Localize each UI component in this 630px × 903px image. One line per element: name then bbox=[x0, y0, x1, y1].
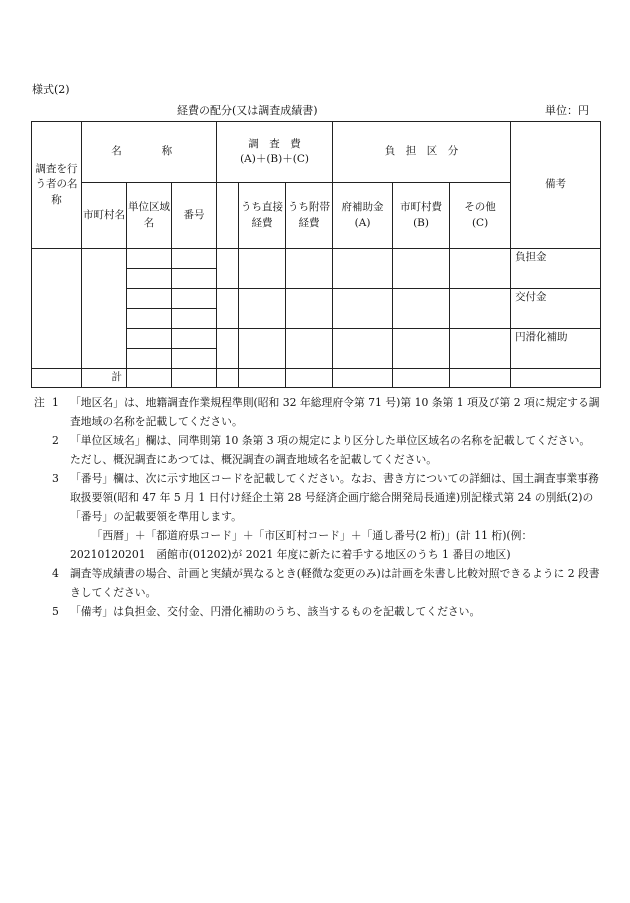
cell-pref bbox=[333, 369, 393, 388]
header-other-line2: (C) bbox=[471, 216, 489, 229]
cell-number bbox=[172, 289, 217, 309]
note-number: 4 bbox=[52, 567, 59, 580]
header-cost-group bbox=[217, 122, 333, 183]
note-2 bbox=[34, 431, 600, 469]
cell-direct bbox=[239, 249, 286, 289]
cell-number bbox=[172, 249, 217, 269]
cell-unit-area bbox=[127, 249, 172, 269]
header-pref-subsidy-line1: 府補助金 bbox=[341, 201, 384, 214]
cell-other bbox=[450, 369, 511, 388]
cell-unit-area bbox=[127, 309, 172, 329]
header-cost-line2: (A)＋(B)＋(C) bbox=[240, 153, 309, 165]
cell-unit-area bbox=[127, 329, 172, 349]
cell-pref bbox=[333, 249, 393, 289]
cell-spacer bbox=[217, 329, 239, 369]
note-text-group bbox=[70, 469, 600, 564]
cell-direct bbox=[239, 289, 286, 329]
header-number: 番号 bbox=[172, 183, 217, 249]
table-row bbox=[32, 249, 601, 269]
cell-unit-area bbox=[127, 369, 172, 388]
note-1 bbox=[34, 393, 600, 431]
cell-unit-area bbox=[127, 269, 172, 289]
header-ancillary-cost: うち附帯経費 bbox=[286, 183, 333, 249]
note-4 bbox=[34, 564, 600, 602]
cell-remark-facilitation: 円滑化補助 bbox=[511, 329, 601, 369]
cell-remark-burden: 負担金 bbox=[511, 249, 601, 289]
note-number: 1 bbox=[52, 396, 59, 409]
header-spacer bbox=[217, 183, 239, 249]
cell-other bbox=[450, 289, 511, 329]
cell-pref bbox=[333, 289, 393, 329]
header-municipality: 市町村名 bbox=[82, 183, 127, 249]
note-number: 2 bbox=[52, 434, 59, 447]
unit-label: 単位：円 bbox=[545, 104, 589, 117]
cell-muni bbox=[393, 289, 450, 329]
cell-spacer bbox=[217, 289, 239, 329]
note-number: 5 bbox=[52, 605, 59, 618]
cell-other bbox=[450, 249, 511, 289]
cell-number bbox=[172, 349, 217, 369]
note-5 bbox=[34, 602, 600, 621]
cell-investigator bbox=[32, 369, 82, 388]
cell-number bbox=[172, 329, 217, 349]
note-example: 「西暦」＋「都道府県コード」＋「市区町村コード」＋「通し番号(2 桁)」(計 11 桁)(例：20210120201 函館市(01202)が 2021 年度に新たに着手する地区のうち 1 番目の地区) bbox=[70, 529, 533, 561]
note-text: 「単位区域名」欄は、同準則第 10 条第 3 項の規定により区分した単位区域名の名称を記載してください。ただし、概況調査にあつては、概況調査の調査地域名を記載してください。 bbox=[70, 434, 591, 466]
header-other bbox=[450, 183, 511, 249]
note-text: 「番号」欄は、次に示す地区コードを記載してください。なお、書き方についての詳細は、国土調査事業事務取扱要領(昭和 47 年 5 月 1 日付け経企土第 28 号経済企画庁総合開発局長通達)別記様式第 24 の別紙(2)の「番号」の記載要領を準用します。 bbox=[70, 472, 599, 523]
notes-prefix: 注 bbox=[34, 396, 45, 409]
cell-remark-grant: 交付金 bbox=[511, 289, 601, 329]
cell-spacer bbox=[217, 369, 239, 388]
notes-section bbox=[34, 393, 600, 621]
cell-ancillary bbox=[286, 369, 333, 388]
cell-municipality bbox=[82, 249, 127, 369]
header-unit-area: 単位区域名 bbox=[127, 183, 172, 249]
total-row bbox=[32, 369, 601, 388]
cell-unit-area bbox=[127, 289, 172, 309]
header-burden-group: 負 担 区 分 bbox=[333, 122, 511, 183]
note-text: 調査等成績書の場合、計画と実績が異なるとき(軽微な変更のみ)は計画を朱書し比較対照できるように 2 段書きしてください。 bbox=[70, 567, 600, 599]
cell-number bbox=[172, 369, 217, 388]
cell-ancillary bbox=[286, 289, 333, 329]
cell-other bbox=[450, 329, 511, 369]
document-title: 経費の配分(又は調査成績書) bbox=[177, 104, 318, 117]
cell-number bbox=[172, 269, 217, 289]
cell-muni bbox=[393, 329, 450, 369]
form-label: 様式(2) bbox=[32, 83, 70, 96]
cell-pref bbox=[333, 329, 393, 369]
header-muni-cost bbox=[393, 183, 450, 249]
cell-direct bbox=[239, 369, 286, 388]
cell-investigator bbox=[32, 249, 82, 369]
cell-unit-area bbox=[127, 349, 172, 369]
header-cost-line1: 調 査 費 bbox=[248, 137, 301, 150]
cell-ancillary bbox=[286, 249, 333, 289]
note-text: 「地区名」は、地籍調査作業規程準則(昭和 32 年総理府令第 71 号)第 10 条第 1 項及び第 2 項に規定する調査地域の名称を記載してください。 bbox=[70, 396, 600, 428]
header-muni-cost-line1: 市町村費 bbox=[400, 201, 443, 214]
cell-number bbox=[172, 309, 217, 329]
header-investigator: 調査を行う者の名称 bbox=[32, 122, 82, 249]
cost-allocation-table bbox=[31, 121, 601, 388]
header-pref-subsidy-line2: (A) bbox=[354, 216, 371, 229]
note-number: 3 bbox=[52, 472, 59, 485]
cell-remarks bbox=[511, 369, 601, 388]
header-muni-cost-line2: (B) bbox=[413, 216, 429, 229]
cell-spacer bbox=[217, 249, 239, 289]
header-other-line1: その他 bbox=[464, 201, 496, 214]
header-direct-cost: うち直接経費 bbox=[239, 183, 286, 249]
header-name-group: 名 称 bbox=[82, 122, 217, 183]
cell-ancillary bbox=[286, 329, 333, 369]
cell-muni bbox=[393, 249, 450, 289]
note-text: 「備考」は負担金、交付金、円滑化補助のうち、該当するものを記載してください。 bbox=[70, 605, 481, 618]
note-3 bbox=[34, 469, 600, 564]
cell-muni bbox=[393, 369, 450, 388]
total-label: 計 bbox=[82, 369, 127, 388]
header-remarks: 備考 bbox=[511, 122, 601, 249]
header-pref-subsidy bbox=[333, 183, 393, 249]
cell-direct bbox=[239, 329, 286, 369]
